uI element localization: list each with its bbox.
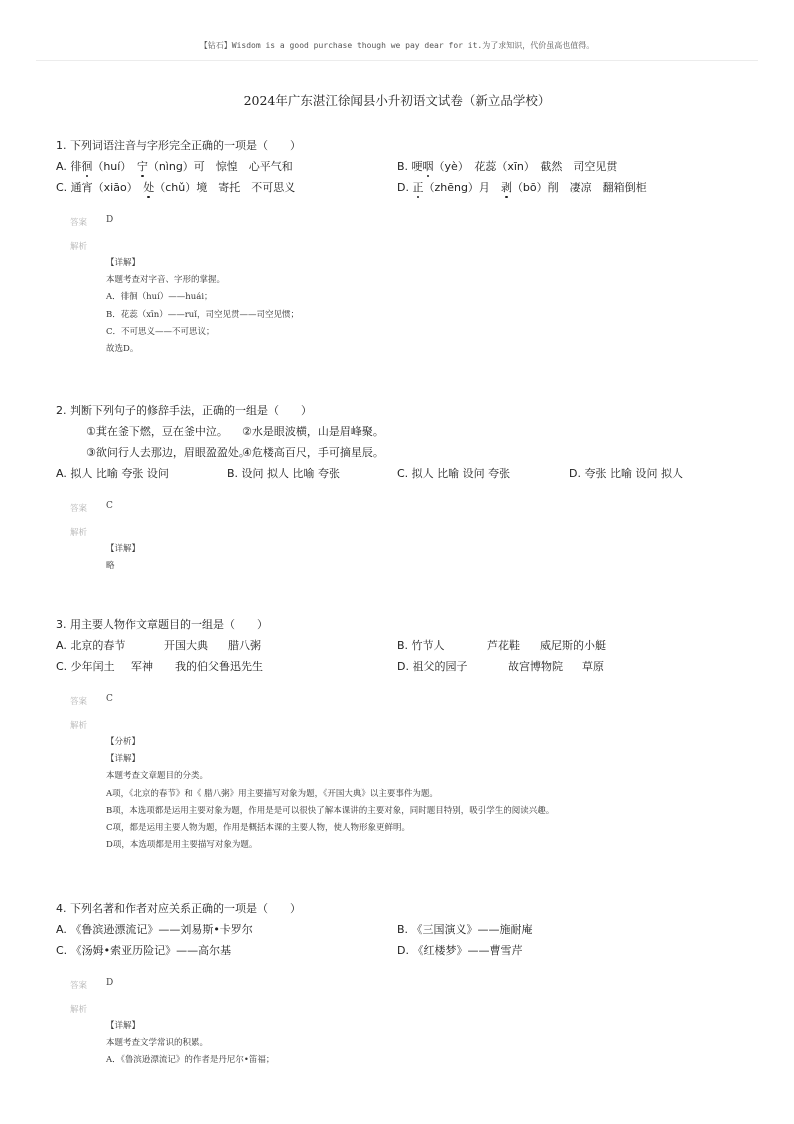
emphasis-dot: 咽 — [422, 160, 434, 173]
question-3-option-c: C. 少年闰土 军神 我的伯父鲁迅先生 — [56, 660, 263, 673]
sentence-4: ④危楼高百尺，手可摘星辰。 — [242, 446, 384, 459]
question-1-option-c: C. 通宵（xiāo） 处（chǔ）境 寄托 不可思义 — [56, 181, 296, 194]
question-3-option-a: A. 北京的春节 开国大典 腊八粥 — [56, 639, 261, 652]
sentence-3: ③欲问行人去那边，眉眼盈盈处。 — [86, 446, 250, 459]
question-1-option-d: D. 正（zhēng）月 剥（bō）削 凄凉 翻箱倒柜 — [397, 181, 647, 194]
question-4-option-c: C. 《汤姆•索亚历险记》——高尔基 — [56, 944, 232, 957]
analysis-label: 解析 — [70, 721, 88, 731]
header-divider — [36, 60, 758, 61]
question-4-option-b: B. 《三国演义》——施耐庵 — [397, 923, 533, 936]
answer-value: C — [106, 501, 113, 511]
question-3-stem: 3. 用主要人物作文章题目的一组是（ ） — [56, 618, 268, 631]
analysis-detail: 【详解】 本题考查文学常识的积累。 A．《鲁滨逊漂流记》的作者是丹尼尔•笛福； — [106, 1021, 275, 1066]
emphasis-dot: 剥 — [500, 181, 512, 194]
question-2-option-a: A. 拟人 比喻 夸张 设问 — [56, 467, 169, 480]
question-2-option-b: B. 设问 拟人 比喻 夸张 — [227, 467, 341, 480]
emphasis-dot: 徊 — [81, 160, 93, 173]
page-title: 2024年广东湛江徐闻县小升初语文试卷（新立品学校） — [243, 93, 551, 108]
question-4-option-d: D. 《红楼梦》——曹雪芹 — [397, 944, 523, 957]
emphasis-dot: 正 — [412, 181, 424, 194]
analysis-detail: 【详解】 略 — [106, 544, 141, 572]
question-1-option-a: A. 徘徊（huí） 宁（nìng）可 惊惶 心平气和 — [56, 160, 293, 173]
answer-label: 答案 — [70, 981, 88, 991]
question-2-stem: 2. 判断下列句子的修辞手法，正确的一组是（ ） — [56, 404, 312, 417]
header-motto: 【钻石】Wisdom is a good purchase though we pay dear for it.为了求知识，代价虽高也值得。 — [199, 41, 595, 50]
emphasis-dot: 处 — [143, 181, 155, 194]
question-2-option-d: D. 夸张 比喻 设问 拟人 — [569, 467, 683, 480]
analysis-label: 解析 — [70, 242, 88, 252]
sentence-2: ②水是眼波横，山是眉峰聚。 — [242, 425, 384, 438]
question-3-option-b: B. 竹节人 芦花鞋 威尼斯的小艇 — [397, 639, 606, 652]
answer-value: D — [106, 215, 114, 225]
question-3-option-d: D. 祖父的园子 故宫博物院 草原 — [397, 660, 604, 673]
sentence-1: ①萁在釜下燃，豆在釜中泣。 — [86, 425, 228, 438]
analysis-label: 解析 — [70, 528, 88, 538]
question-1-option-b: B. 哽咽（yè） 花蕊（xīn） 截然 司空见贯 — [397, 160, 618, 173]
answer-label: 答案 — [70, 697, 88, 707]
answer-value: C — [106, 694, 113, 704]
question-2-option-c: C. 拟人 比喻 设问 夸张 — [397, 467, 511, 480]
answer-label: 答案 — [70, 504, 88, 514]
question-4-stem: 4. 下列名著和作者对应关系正确的一项是（ ） — [56, 902, 301, 915]
answer-label: 答案 — [70, 218, 88, 228]
answer-value: D — [106, 978, 114, 988]
question-1-stem: 1. 下列词语注音与字形完全正确的一项是（ ） — [56, 139, 301, 152]
analysis-label: 解析 — [70, 1005, 88, 1015]
analysis-detail: 【详解】 本题考查对字音、字形的掌握。 A．徘徊（huí）——huái； B．花蕊（xīn）——ruǐ，司空见贯——司空见惯； C．不可思义——不可思议； 故选D。 — [106, 258, 299, 354]
analysis-detail: 【分析】 【详解】 本题考查文章题目的分类。 A项，《北京的春节》和《 腊八粥》用主要描写对象为题，《开国大典》以主要事件为题。 B项，本选项都是运用主要对象为题，作用是是可以很快了解本课讲的主要对象，同时题目特别，吸引学生的阅读兴趣。 C项，都是运用主要人物为题，作用是概括本课的主要人物，使人物形象更鲜明。 D项，本选项都是用主要描写对象为题。 — [106, 737, 555, 851]
question-4-option-a: A. 《鲁滨逊漂流记》——刘易斯•卡罗尔 — [56, 923, 253, 936]
emphasis-dot: 宁 — [136, 160, 148, 173]
